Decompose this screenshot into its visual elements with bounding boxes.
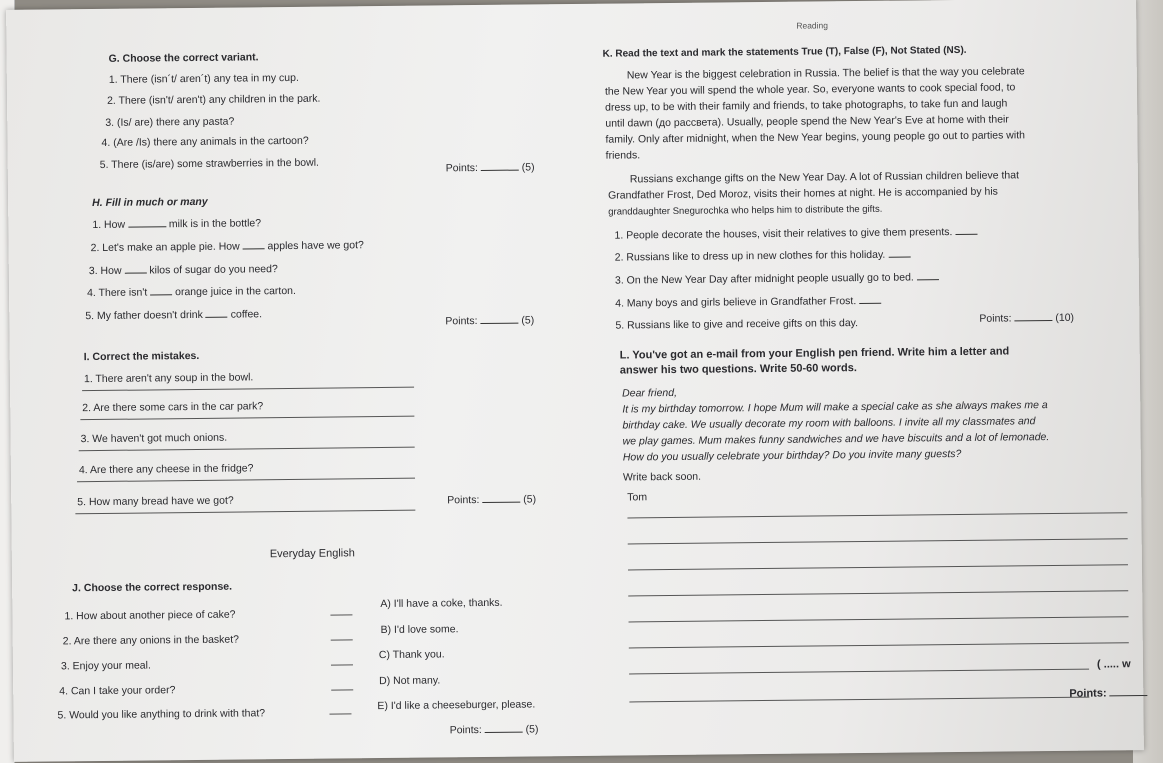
text-line: family. Only after midnight, when the New Year begins, young people go out to parties with: [605, 129, 1025, 146]
section-j-answer: D) Not many.: [379, 674, 441, 688]
everyday-english-heading: Everyday English: [269, 547, 355, 561]
answer-blank[interactable]: [330, 614, 352, 615]
answer-blank[interactable]: [331, 664, 353, 665]
answer-blank[interactable]: [243, 239, 265, 249]
points-blank[interactable]: [485, 723, 523, 733]
section-h-title: H. Fill in much or many: [92, 195, 208, 210]
points-blank[interactable]: [1014, 311, 1052, 321]
points-max: (10): [1055, 311, 1075, 324]
text-line: the New Year you will spend the whole year. So, everyone wants to cook special food, to: [604, 81, 1016, 98]
section-l-title: L. You've got an e-mail from your English pen friend. Write him a letter and: [619, 345, 1010, 362]
section-j-answer: B) I'd love some.: [380, 623, 459, 637]
section-i-item: 3. We haven't got much onions.: [80, 431, 228, 446]
points-max: (5): [525, 723, 539, 736]
section-j-answer: E) I'd like a cheeseburger, please.: [377, 698, 536, 713]
points-blank[interactable]: [482, 493, 520, 503]
worksheet-page: [6, 0, 1144, 762]
answer-blank[interactable]: [128, 217, 166, 227]
text-line: New Year is the biggest celebration in Russia. The belief is that the way you celebrate: [626, 65, 1025, 82]
section-h-item: 5. My father doesn't drink coffee.: [85, 308, 263, 323]
writing-line[interactable]: [628, 538, 1128, 544]
section-h-points: [445, 313, 534, 328]
section-g-item: 3. (Is/ are) there any pasta?: [105, 115, 235, 129]
points-max: (5): [521, 161, 535, 174]
writing-line[interactable]: [629, 669, 1089, 675]
section-j-points: [450, 722, 539, 737]
section-j-question: 1. How about another piece of cake?: [64, 608, 236, 623]
letter-line: Dear friend,: [622, 386, 678, 400]
section-k-points: [979, 311, 1074, 326]
text-line: friends.: [605, 149, 641, 162]
letter-line: we play games. Mum makes funny sandwiches and we have biscuits and a lot of lemonade.: [622, 431, 1050, 448]
answer-blank[interactable]: [888, 247, 910, 257]
writing-line[interactable]: [629, 642, 1129, 648]
answer-blank[interactable]: [150, 285, 172, 295]
writing-line[interactable]: [629, 697, 1089, 703]
k-statement: 1. People decorate the houses, visit their relatives to give them presents.: [614, 225, 977, 243]
text-line: until dawn (до рассвета). Usually, people spend the New Year's Eve at home with their: [605, 113, 1009, 130]
section-h-item: 4. There isn't orange juice in the carton.: [87, 284, 296, 300]
section-i-item: 2. Are there some cars in the car park?: [82, 400, 264, 415]
text-line: Grandfather Frost, Ded Moroz, visits their homes at night. He is accompanied by his: [608, 185, 998, 202]
answer-line[interactable]: [77, 478, 415, 483]
points-blank[interactable]: [481, 161, 519, 171]
points-blank[interactable]: [480, 314, 518, 324]
points-label: Points:: [1069, 687, 1107, 700]
writing-line[interactable]: [628, 590, 1128, 596]
answer-blank[interactable]: [955, 225, 977, 235]
section-g-points: [446, 160, 535, 175]
writing-line[interactable]: [629, 616, 1129, 622]
section-g-item: 1. There (isn´t/ aren´t) any tea in my cup.: [108, 71, 299, 86]
answer-blank[interactable]: [917, 270, 939, 280]
section-i-item: 5. How many bread have we got?: [77, 494, 234, 509]
section-h-item: 3. How kilos of sugar do you need?: [88, 263, 278, 278]
section-i-title: I. Correct the mistakes.: [83, 349, 200, 364]
points-blank[interactable]: [1110, 686, 1148, 696]
text-line: Russians exchange gifts on the New Year Day. A lot of Russian children believe that: [629, 169, 1020, 186]
section-g-item: 4. (Are /Is) there any animals in the cartoon?: [101, 134, 309, 149]
answer-blank[interactable]: [124, 263, 146, 273]
section-g-item: 2. There (isn't/ aren't) any children in the park.: [106, 92, 321, 107]
section-i-item: 1. There aren't any soup in the bowl.: [83, 371, 254, 386]
section-j-question: 4. Can I take your order?: [59, 684, 176, 698]
signature: Tom: [627, 491, 648, 504]
text-line: dress up, to be with their family and friends, to take photographs, to take fun and laugh: [605, 97, 1008, 114]
section-j-title: J. Choose the correct response.: [72, 580, 233, 595]
section-i-points: [447, 492, 536, 507]
points-max: (5): [523, 493, 537, 506]
section-k-title: K. Read the text and mark the statements True (T), False (F), Not Stated (NS).: [602, 44, 967, 60]
section-l-points: [1069, 686, 1147, 701]
points-label: Points:: [979, 312, 1012, 325]
letter-line: How do you usually celebrate your birthday? Do you invite many guests?: [622, 447, 962, 464]
letter-line: It is my birthday tomorrow. I hope Mum will make a special cake as she always makes me a: [622, 399, 1048, 416]
section-l-title: answer his two questions. Write 50-60 words.: [619, 362, 857, 377]
k-statement: 3. On the New Year Day after midnight people usually go to bed.: [615, 270, 939, 287]
section-j-question: 2. Are there any onions in the basket?: [62, 633, 240, 648]
section-j-answer: C) Thank you.: [378, 648, 445, 662]
answer-line[interactable]: [82, 387, 414, 391]
word-count: ( ..... w: [1096, 658, 1131, 671]
letter-line: birthday cake. We usually decorate my room with balloons. I invite all my classmates and: [622, 415, 1036, 432]
answer-line[interactable]: [80, 416, 414, 420]
reading-label: Reading: [796, 20, 829, 31]
section-h-item: 1. How milk is in the bottle?: [92, 217, 262, 232]
section-g-item: 5. There (is/are) some strawberries in the bowl.: [99, 156, 320, 171]
points-max: (5): [521, 314, 535, 327]
section-j-question: 5. Would you like anything to drink with that?: [57, 707, 266, 722]
section-j-answer: A) I'll have a coke, thanks.: [380, 596, 503, 611]
answer-line[interactable]: [79, 447, 415, 452]
answer-blank[interactable]: [331, 689, 353, 690]
text-line: granddaughter Snegurochka who helps him to distribute the gifts.: [608, 203, 883, 218]
writing-line[interactable]: [628, 564, 1128, 570]
section-i-item: 4. Are there any cheese in the fridge?: [78, 462, 254, 477]
points-label: Points:: [445, 162, 478, 175]
k-statement: 5. Russians like to give and receive gifts on this day.: [615, 317, 859, 332]
answer-blank[interactable]: [331, 639, 353, 640]
points-label: Points:: [447, 494, 480, 507]
k-statement: 2. Russians like to dress up in new clothes for this holiday.: [615, 247, 911, 264]
section-g-title: G. Choose the correct variant.: [108, 51, 259, 65]
k-statement: 4. Many boys and girls believe in Grandfather Frost.: [615, 294, 881, 311]
answer-blank[interactable]: [206, 308, 228, 318]
writing-line[interactable]: [627, 512, 1127, 518]
section-h-item: 2. Let's make an apple pie. How apples have we got?: [90, 239, 364, 255]
write-back-line: Write back soon.: [622, 470, 702, 484]
points-label: Points:: [449, 723, 482, 737]
answer-line[interactable]: [75, 510, 415, 515]
section-j-question: 3. Enjoy your meal.: [60, 659, 151, 673]
points-label: Points:: [445, 315, 478, 328]
answer-blank[interactable]: [329, 713, 351, 714]
answer-blank[interactable]: [859, 294, 881, 304]
